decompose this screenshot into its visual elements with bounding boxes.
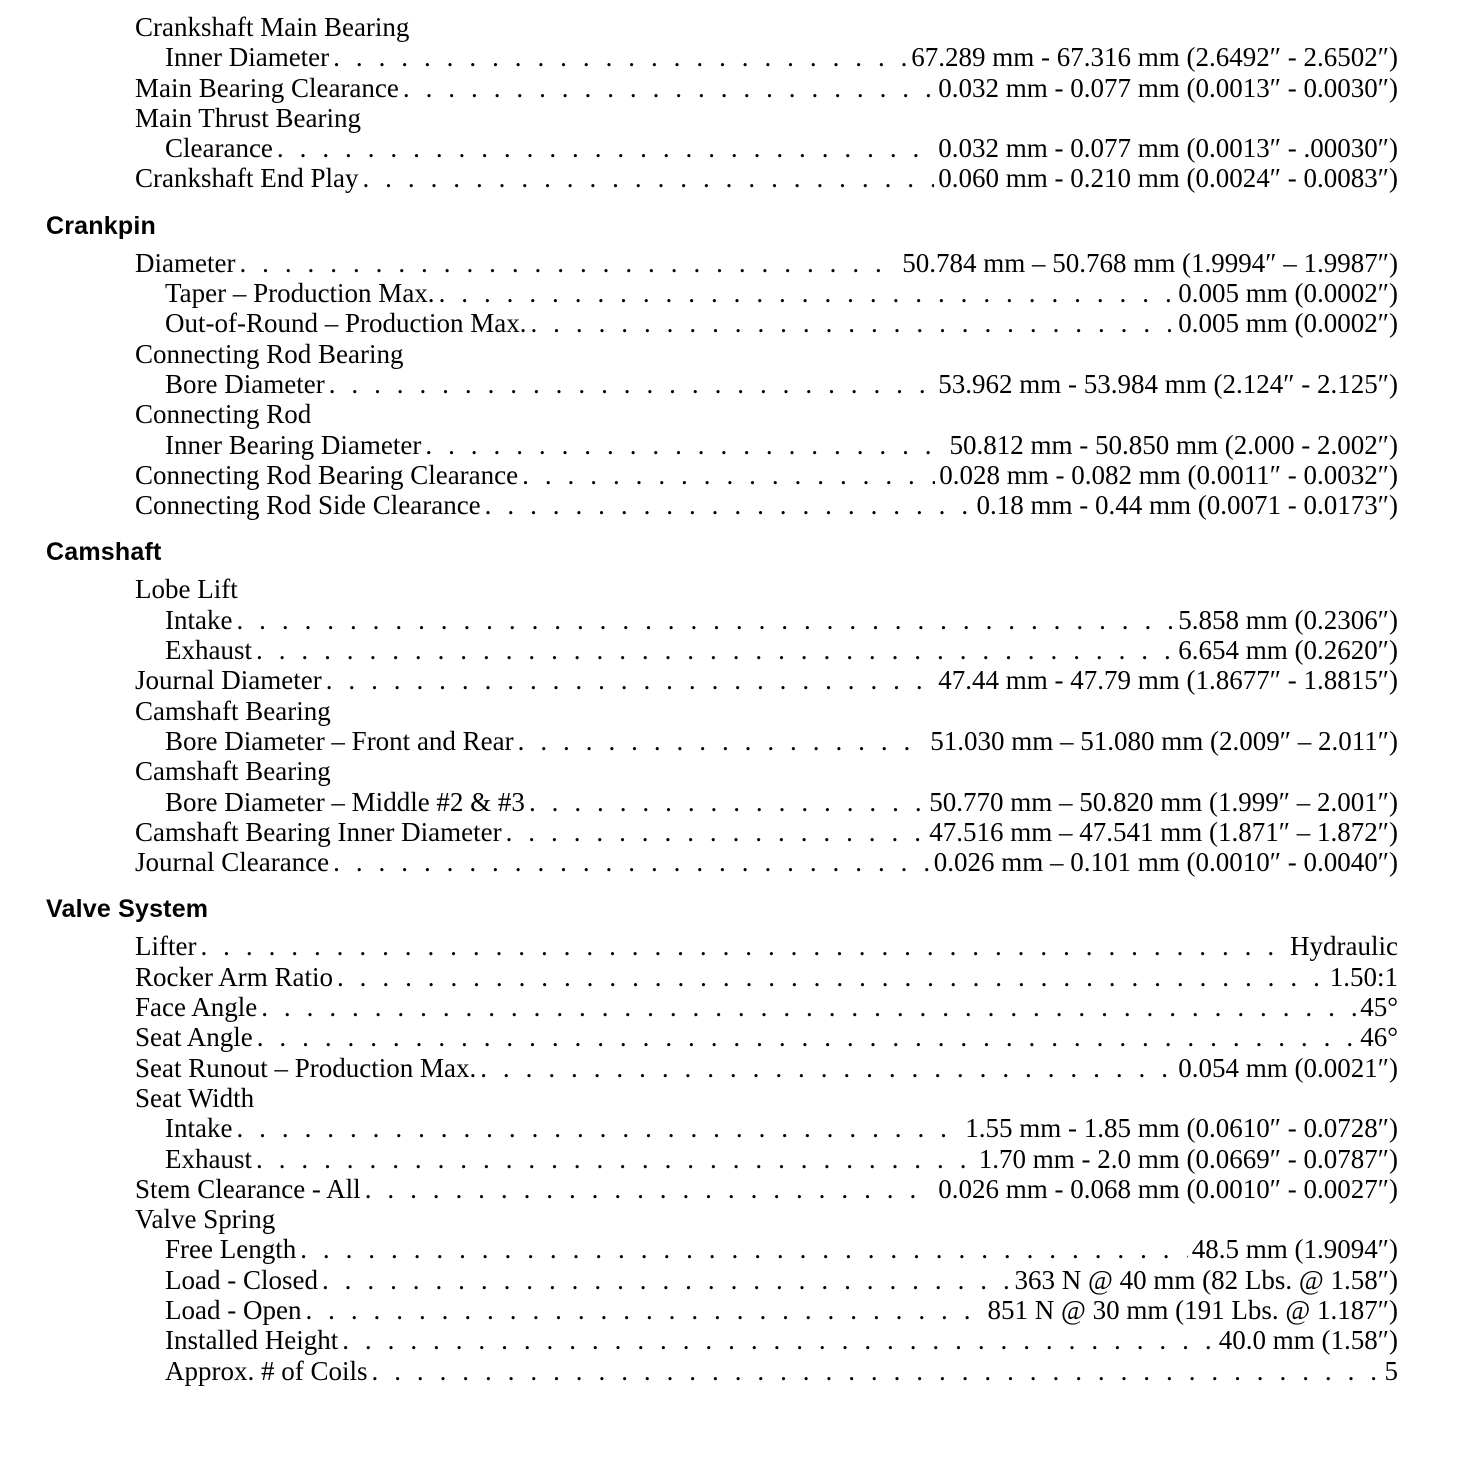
spec-label: Free Length xyxy=(165,1234,297,1265)
dot-leader xyxy=(425,430,945,460)
spec-value: 6.654 mm (0.2620″) xyxy=(1178,635,1398,666)
dot-leader xyxy=(256,1144,975,1174)
spec-label: Main Thrust Bearing xyxy=(135,102,361,133)
spec-value: 47.516 mm – 47.541 mm (1.871″ – 1.872″) xyxy=(929,816,1398,847)
dot-leader xyxy=(365,1174,935,1204)
dot-leader xyxy=(261,992,1356,1022)
spec-value: 1.50:1 xyxy=(1329,961,1398,992)
spec-row xyxy=(0,248,1398,278)
spec-value: 51.030 mm – 51.080 mm (2.009″ – 2.011″) xyxy=(930,725,1398,756)
spec-value: 1.70 mm - 2.0 mm (0.0669″ - 0.0787″) xyxy=(978,1143,1398,1174)
spec-row xyxy=(0,42,1398,72)
spec-value: 5.858 mm (0.2306″) xyxy=(1178,604,1398,635)
spec-label: Intake xyxy=(165,1113,233,1144)
spec-value: 45° xyxy=(1360,992,1398,1023)
spec-row xyxy=(0,847,1398,877)
dot-leader xyxy=(522,460,935,490)
spec-label: Seat Angle xyxy=(135,1022,253,1053)
dot-leader xyxy=(518,726,927,756)
spec-row xyxy=(0,1113,1398,1143)
spec-document xyxy=(0,12,1472,1400)
spec-value: 0.026 mm – 0.101 mm (0.0010″ - 0.0040″) xyxy=(933,847,1398,878)
spec-value: 53.962 mm - 53.984 mm (2.124″ - 2.125″) xyxy=(938,368,1398,399)
dot-leader xyxy=(362,163,934,193)
dot-leader xyxy=(333,42,907,72)
dot-leader xyxy=(333,847,930,877)
spec-label: Lobe Lift xyxy=(135,574,238,605)
spec-label: Inner Bearing Diameter xyxy=(165,429,422,460)
spec-row xyxy=(0,962,1398,992)
spec-row xyxy=(0,278,1398,308)
dot-leader xyxy=(530,308,1174,338)
spec-value: 0.18 mm - 0.44 mm (0.0071 - 0.0173″) xyxy=(976,490,1398,521)
spec-value: 67.289 mm - 67.316 mm (2.6492″ - 2.6502″) xyxy=(911,42,1398,73)
spec-row xyxy=(0,605,1398,635)
spec-label: Connecting Rod Bearing xyxy=(135,338,404,369)
spec-row xyxy=(0,339,1398,369)
spec-row xyxy=(0,992,1398,1022)
spec-value: 363 N @ 40 mm (82 Lbs. @ 1.58″) xyxy=(1014,1264,1398,1295)
spec-row xyxy=(0,1144,1398,1174)
spec-label: Connecting Rod Bearing Clearance xyxy=(135,459,519,490)
spec-label: Seat Runout – Production Max. xyxy=(135,1052,477,1083)
spec-label: Load - Closed xyxy=(165,1264,318,1295)
spec-value: 48.5 mm (1.9094″) xyxy=(1191,1234,1398,1265)
spec-section-crankpin xyxy=(0,208,1472,521)
spec-label: Lifter xyxy=(135,931,197,962)
spec-row xyxy=(0,696,1398,726)
spec-row xyxy=(0,1295,1398,1325)
spec-row xyxy=(0,399,1398,429)
dot-leader xyxy=(257,1022,1356,1052)
spec-value: 40.0 mm (1.58″) xyxy=(1218,1325,1398,1356)
spec-row xyxy=(0,430,1398,460)
spec-row xyxy=(0,1234,1398,1264)
spec-label: Camshaft Bearing Inner Diameter xyxy=(135,816,502,847)
spec-label: Face Angle xyxy=(135,992,258,1023)
spec-label: Connecting Rod Side Clearance xyxy=(135,490,481,521)
spec-row xyxy=(0,574,1398,604)
spec-label: Camshaft Bearing xyxy=(135,756,331,787)
spec-label: Journal Clearance xyxy=(135,847,330,878)
spec-value: 0.005 mm (0.0002″) xyxy=(1178,278,1398,309)
spec-value: 0.028 mm - 0.082 mm (0.0011″ - 0.0032″) xyxy=(939,459,1398,490)
spec-value: 1.55 mm - 1.85 mm (0.0610″ - 0.0728″) xyxy=(965,1113,1398,1144)
dot-leader xyxy=(326,665,935,695)
spec-label: Main Bearing Clearance xyxy=(135,72,399,103)
dot-leader xyxy=(480,1053,1174,1083)
dot-leader xyxy=(322,1265,1011,1295)
dot-leader xyxy=(329,369,935,399)
spec-label: Clearance xyxy=(165,133,273,164)
spec-value: 50.812 mm - 50.850 mm (2.000 - 2.002″) xyxy=(949,429,1398,460)
spec-label: Bore Diameter – Front and Rear xyxy=(165,725,514,756)
spec-label: Connecting Rod xyxy=(135,399,312,430)
spec-label: Camshaft Bearing xyxy=(135,695,331,726)
dot-leader xyxy=(506,817,926,847)
spec-row xyxy=(0,1053,1398,1083)
spec-row xyxy=(0,1022,1398,1052)
spec-label: Diameter xyxy=(135,247,236,278)
dot-leader xyxy=(403,73,934,103)
spec-row xyxy=(0,369,1398,399)
spec-row xyxy=(0,460,1398,490)
spec-value: 0.005 mm (0.0002″) xyxy=(1178,308,1398,339)
dot-leader xyxy=(236,605,1174,635)
dot-leader xyxy=(305,1295,983,1325)
spec-row xyxy=(0,1083,1398,1113)
dot-leader xyxy=(277,133,934,163)
spec-label: Crankshaft Main Bearing xyxy=(135,12,410,42)
spec-label: Stem Clearance - All xyxy=(135,1173,361,1204)
spec-section-valve-system xyxy=(0,891,1472,1385)
spec-row xyxy=(0,1265,1398,1295)
dot-leader xyxy=(236,1113,961,1143)
dot-leader xyxy=(485,490,973,520)
spec-row xyxy=(0,163,1398,193)
spec-value: 5 xyxy=(1384,1355,1398,1386)
spec-row xyxy=(0,726,1398,756)
spec-row xyxy=(0,490,1398,520)
section-heading: Valve System xyxy=(46,895,209,924)
spec-value: 50.784 mm – 50.768 mm (1.9994″ – 1.9987″) xyxy=(902,247,1398,278)
spec-value: 851 N @ 30 mm (191 Lbs. @ 1.187″) xyxy=(987,1294,1398,1325)
spec-label: Seat Width xyxy=(135,1082,255,1113)
spec-value: Hydraulic xyxy=(1290,931,1398,962)
dot-leader xyxy=(239,248,898,278)
spec-row xyxy=(0,133,1398,163)
dot-leader xyxy=(200,931,1286,961)
spec-label: Approx. # of Coils xyxy=(165,1355,368,1386)
spec-row xyxy=(0,635,1398,665)
spec-label: Intake xyxy=(165,604,233,635)
spec-label: Rocker Arm Ratio xyxy=(135,961,333,992)
spec-label: Out-of-Round – Production Max. xyxy=(165,308,527,339)
spec-row xyxy=(0,665,1398,695)
spec-label: Bore Diameter – Middle #2 & #3 xyxy=(165,786,525,817)
section-heading: Camshaft xyxy=(46,538,162,567)
spec-row xyxy=(0,787,1398,817)
spec-row xyxy=(0,1174,1398,1204)
section-heading: Crankpin xyxy=(46,211,156,240)
spec-label: Installed Height xyxy=(165,1325,339,1356)
dot-leader xyxy=(372,1356,1381,1386)
dot-leader xyxy=(256,635,1174,665)
spec-label: Bore Diameter xyxy=(165,368,325,399)
spec-label: Valve Spring xyxy=(135,1204,276,1235)
spec-value: 46° xyxy=(1360,1022,1398,1053)
spec-row xyxy=(0,931,1398,961)
spec-row xyxy=(0,308,1398,338)
spec-value: 0.032 mm - 0.077 mm (0.0013″ - 0.0030″) xyxy=(938,72,1398,103)
spec-value: 47.44 mm - 47.79 mm (1.8677″ - 1.8815″) xyxy=(938,665,1398,696)
dot-leader xyxy=(439,278,1175,308)
spec-row xyxy=(0,1204,1398,1234)
spec-value: 0.060 mm - 0.210 mm (0.0024″ - 0.0083″) xyxy=(938,163,1398,194)
spec-row xyxy=(0,12,1398,42)
spec-label: Load - Open xyxy=(165,1294,302,1325)
spec-label: Journal Diameter xyxy=(135,665,322,696)
spec-section-camshaft xyxy=(0,534,1472,877)
spec-label: Inner Diameter xyxy=(165,42,330,73)
dot-leader xyxy=(529,787,925,817)
dot-leader xyxy=(337,962,1326,992)
spec-row xyxy=(0,817,1398,847)
spec-label: Exhaust xyxy=(165,635,252,666)
dot-leader xyxy=(342,1325,1215,1355)
spec-value: 0.026 mm - 0.068 mm (0.0010″ - 0.0027″) xyxy=(938,1173,1398,1204)
spec-label: Taper – Production Max. xyxy=(165,278,435,309)
spec-row xyxy=(0,1356,1398,1386)
spec-value: 50.770 mm – 50.820 mm (1.999″ – 2.001″) xyxy=(929,786,1398,817)
spec-label: Crankshaft End Play xyxy=(135,163,359,194)
spec-value: 0.054 mm (0.0021″) xyxy=(1178,1052,1398,1083)
spec-section-crankshaft-bearing xyxy=(0,12,1472,194)
spec-row xyxy=(0,73,1398,103)
spec-row xyxy=(0,103,1398,133)
spec-value: 0.032 mm - 0.077 mm (0.0013″ - .00030″) xyxy=(938,133,1398,164)
spec-row xyxy=(0,1325,1398,1355)
spec-label: Exhaust xyxy=(165,1143,252,1174)
dot-leader xyxy=(300,1234,1188,1264)
spec-row xyxy=(0,756,1398,786)
